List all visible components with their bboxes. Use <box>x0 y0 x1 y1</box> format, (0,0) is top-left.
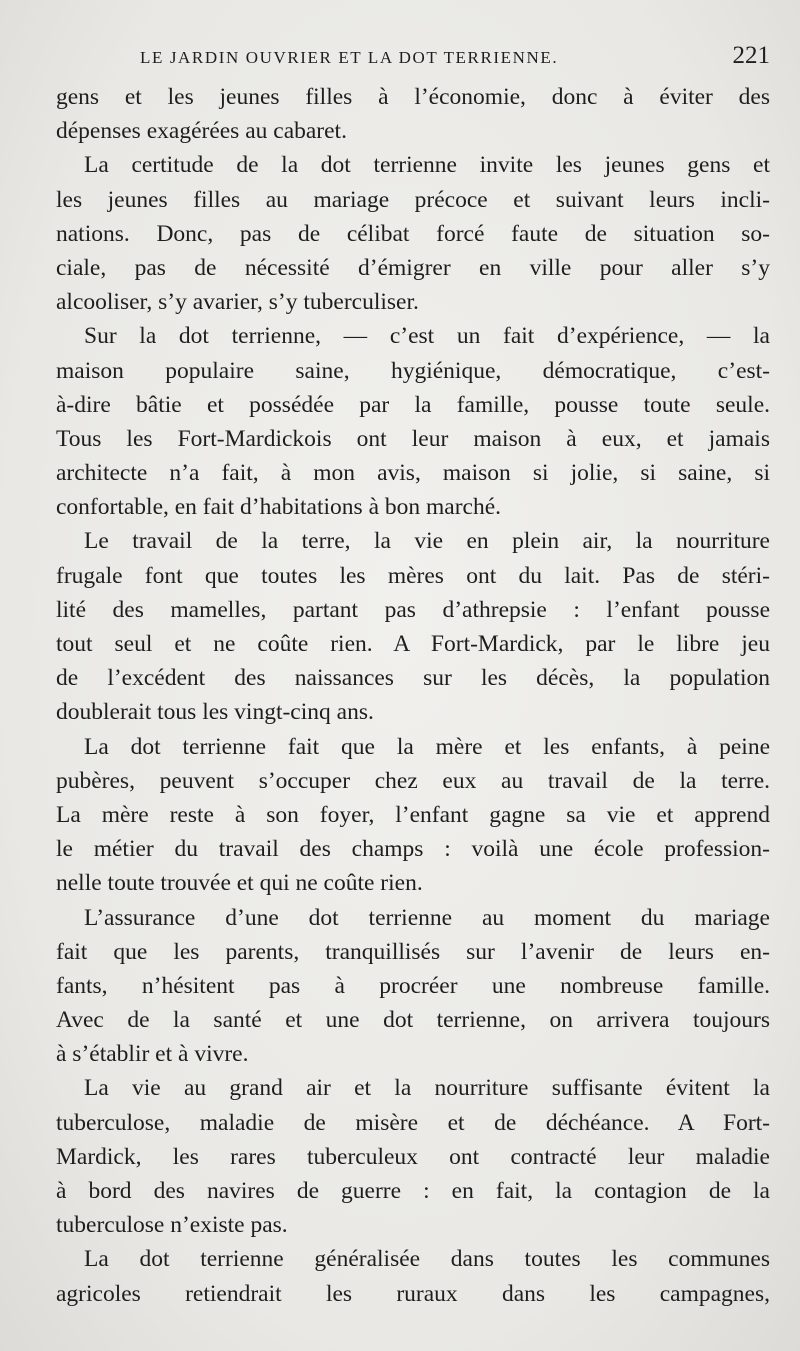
text-line: Mardick, les rares tuberculeux ont contracté leur maladie <box>56 1143 770 1170</box>
text-line: doublerait tous les vingt-cinq ans. <box>56 699 374 726</box>
text-line: tuberculose, maladie de misère et de déchéance. A Fort- <box>56 1109 770 1136</box>
text-line: à s’établir et à vivre. <box>56 1041 249 1068</box>
text-line: fants, n’hésitent pas à procréer une nombreuse famille. <box>56 972 770 999</box>
page-header <box>140 42 770 78</box>
text-line: La vie au grand air et la nourriture suffisante évitent la <box>84 1075 770 1102</box>
text-line: lité des mamelles, partant pas d’athrepsie : l’enfant pousse <box>56 596 770 623</box>
running-title: LE JARDIN OUVRIER ET LA DOT TERRIENNE. <box>140 48 559 67</box>
text-line: les jeunes filles au mariage précoce et suivant leurs incli- <box>56 186 770 213</box>
text-line: dépenses exagérées au cabaret. <box>56 118 347 145</box>
text-line: Le travail de la terre, la vie en plein air, la nourriture <box>84 528 770 555</box>
text-line: nelle toute trouvée et qui ne coûte rien. <box>56 870 423 897</box>
text-line: nations. Donc, pas de célibat forcé faute de situation so- <box>56 220 770 247</box>
text-line: Sur la dot terrienne, — c’est un fait d’expérience, — la <box>84 323 770 350</box>
text-line: maison populaire saine, hygiénique, démocratique, c’est- <box>56 357 770 384</box>
text-line: frugale font que toutes les mères ont du lait. Pas de stéri- <box>56 562 770 589</box>
text-line: L’assurance d’une dot terrienne au moment du mariage <box>84 904 770 931</box>
text-line: ciale, pas de nécessité d’émigrer en ville pour aller s’y <box>56 254 770 281</box>
text-line: tout seul et ne coûte rien. A Fort-Mardick, par le libre jeu <box>56 631 770 657</box>
text-line: La mère reste à son foyer, l’enfant gagne sa vie et apprend <box>56 801 770 828</box>
text-line: gens et les jeunes filles à l’économie, donc à éviter des <box>56 84 770 110</box>
page-number: 221 <box>732 42 770 69</box>
text-line: Tous les Fort-Mardickois ont leur maison à eux, et jamais <box>56 425 770 452</box>
text-line: agricoles retiendrait les ruraux dans les campagnes, <box>56 1280 770 1307</box>
text-line: fait que les parents, tranquillisés sur l’avenir de leurs en- <box>56 938 770 965</box>
text-line: La dot terrienne généralisée dans toutes les communes <box>84 1246 770 1273</box>
text-line: confortable, en fait d’habitations à bon marché. <box>56 494 502 521</box>
text-line: à-dire bâtie et possédée par la famille, pousse toute seule. <box>56 391 770 418</box>
body-text <box>56 80 770 1311</box>
text-line: La certitude de la dot terrienne invite les jeunes gens et <box>84 152 770 179</box>
text-line: Avec de la santé et une dot terrienne, on arrivera toujours <box>56 1007 770 1034</box>
text-line: alcooliser, s’y avarier, s’y tuberculiser. <box>56 289 419 316</box>
text-line: pubères, peuvent s’occuper chez eux au travail de la terre. <box>56 767 770 794</box>
text-line: La dot terrienne fait que la mère et les enfants, à peine <box>84 733 770 760</box>
text-line: le métier du travail des champs : voilà une école profession- <box>56 836 770 863</box>
text-line: de l’excédent des naissances sur les décès, la population <box>56 665 770 692</box>
text-line: architecte n’a fait, à mon avis, maison si jolie, si saine, si <box>56 460 770 487</box>
text-line: à bord des navires de guerre : en fait, la contagion de la <box>56 1178 770 1204</box>
text-line: tuberculose n’existe pas. <box>56 1212 288 1239</box>
